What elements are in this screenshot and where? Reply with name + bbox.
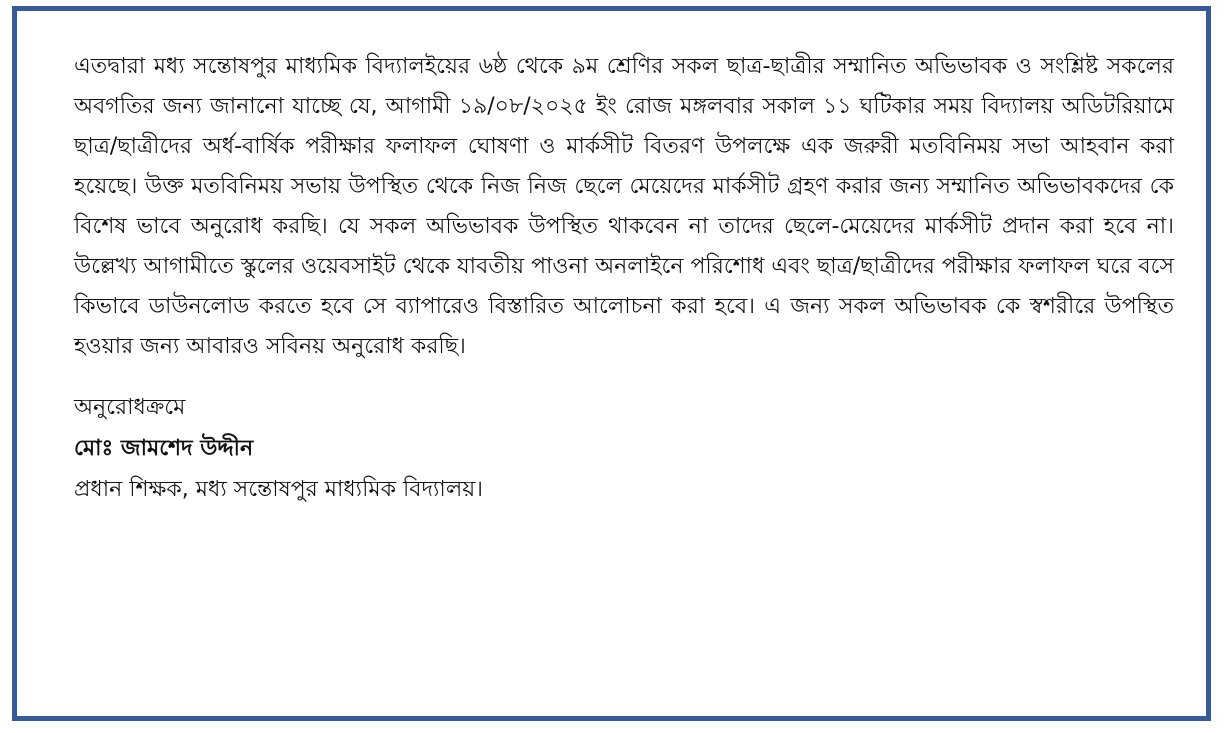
notice-frame [12,6,1211,721]
signatory-title: প্রধান শিক্ষক, মধ্য সন্তোষপুর মাধ্যমিক বিদ্যালয়। [74,477,484,502]
notice-body: এতদ্বারা মধ্য সন্তোষপুর মাধ্যমিক বিদ্যালইয়ের ৬ষ্ঠ থেকে ৯ম শ্রেণির সকল ছাত্র-ছাত্রীর সম্মানিত অভিভাবক ও সংশ্লিষ্ট সকলের অবগতির জন্য জানানো যাচ্ছে যে, আগামী ১৯/০৮/২০২৫ ইং রোজ মঙ্গলবার সকাল ১১ ঘটিকার সময় বিদ্যালয় অডিটরিয়ামে ছাত্র/ছাত্রীদের অর্ধ-বার্ষিক পরীক্ষার ফলাফল ঘোষণা ও মার্কসীট বিতরণ উপলক্ষে এক জরুরী মতবিনিময় সভা আহবান করা হয়েছে। উক্ত মতবিনিময় সভায় উপস্থিত থেকে নিজ নিজ ছেলে মেয়েদের মার্কসীট গ্রহণ করার জন্য সম্মানিত অভিভাবকদের কে বিশেষ ভাবে অনুরোধ করছি। যে সকল অভিভাবক উপস্থিত থাকবেন না তাদের ছেলে-মেয়েদের মার্কসীট প্রদান করা হবে না। উল্লেখ্য আগামীতে স্কুলের ওয়েবসাইট থেকে যাবতীয় পাওনা অনলাইনে পরিশোধ এবং ছাত্র/ছাত্রীদের পরীক্ষার ফলাফল ঘরে বসে কিভাবে ডাউনলোড করতে হবে সে ব্যাপারেও বিস্তারিত আলোচনা করা হবে। এ জন্য সকল অভিভাবক কে স্বশরীরে উপস্থিত হওয়ার জন্য আবারও সবিনয় অনুরোধ করছি। [74,54,1174,359]
signatory-name: মোঃ জামশেদ উদ্দীন [74,436,254,461]
signature-block [74,387,1174,510]
notice-content [74,47,1174,510]
closing-text: অনুরোধক্রমে [74,395,186,420]
